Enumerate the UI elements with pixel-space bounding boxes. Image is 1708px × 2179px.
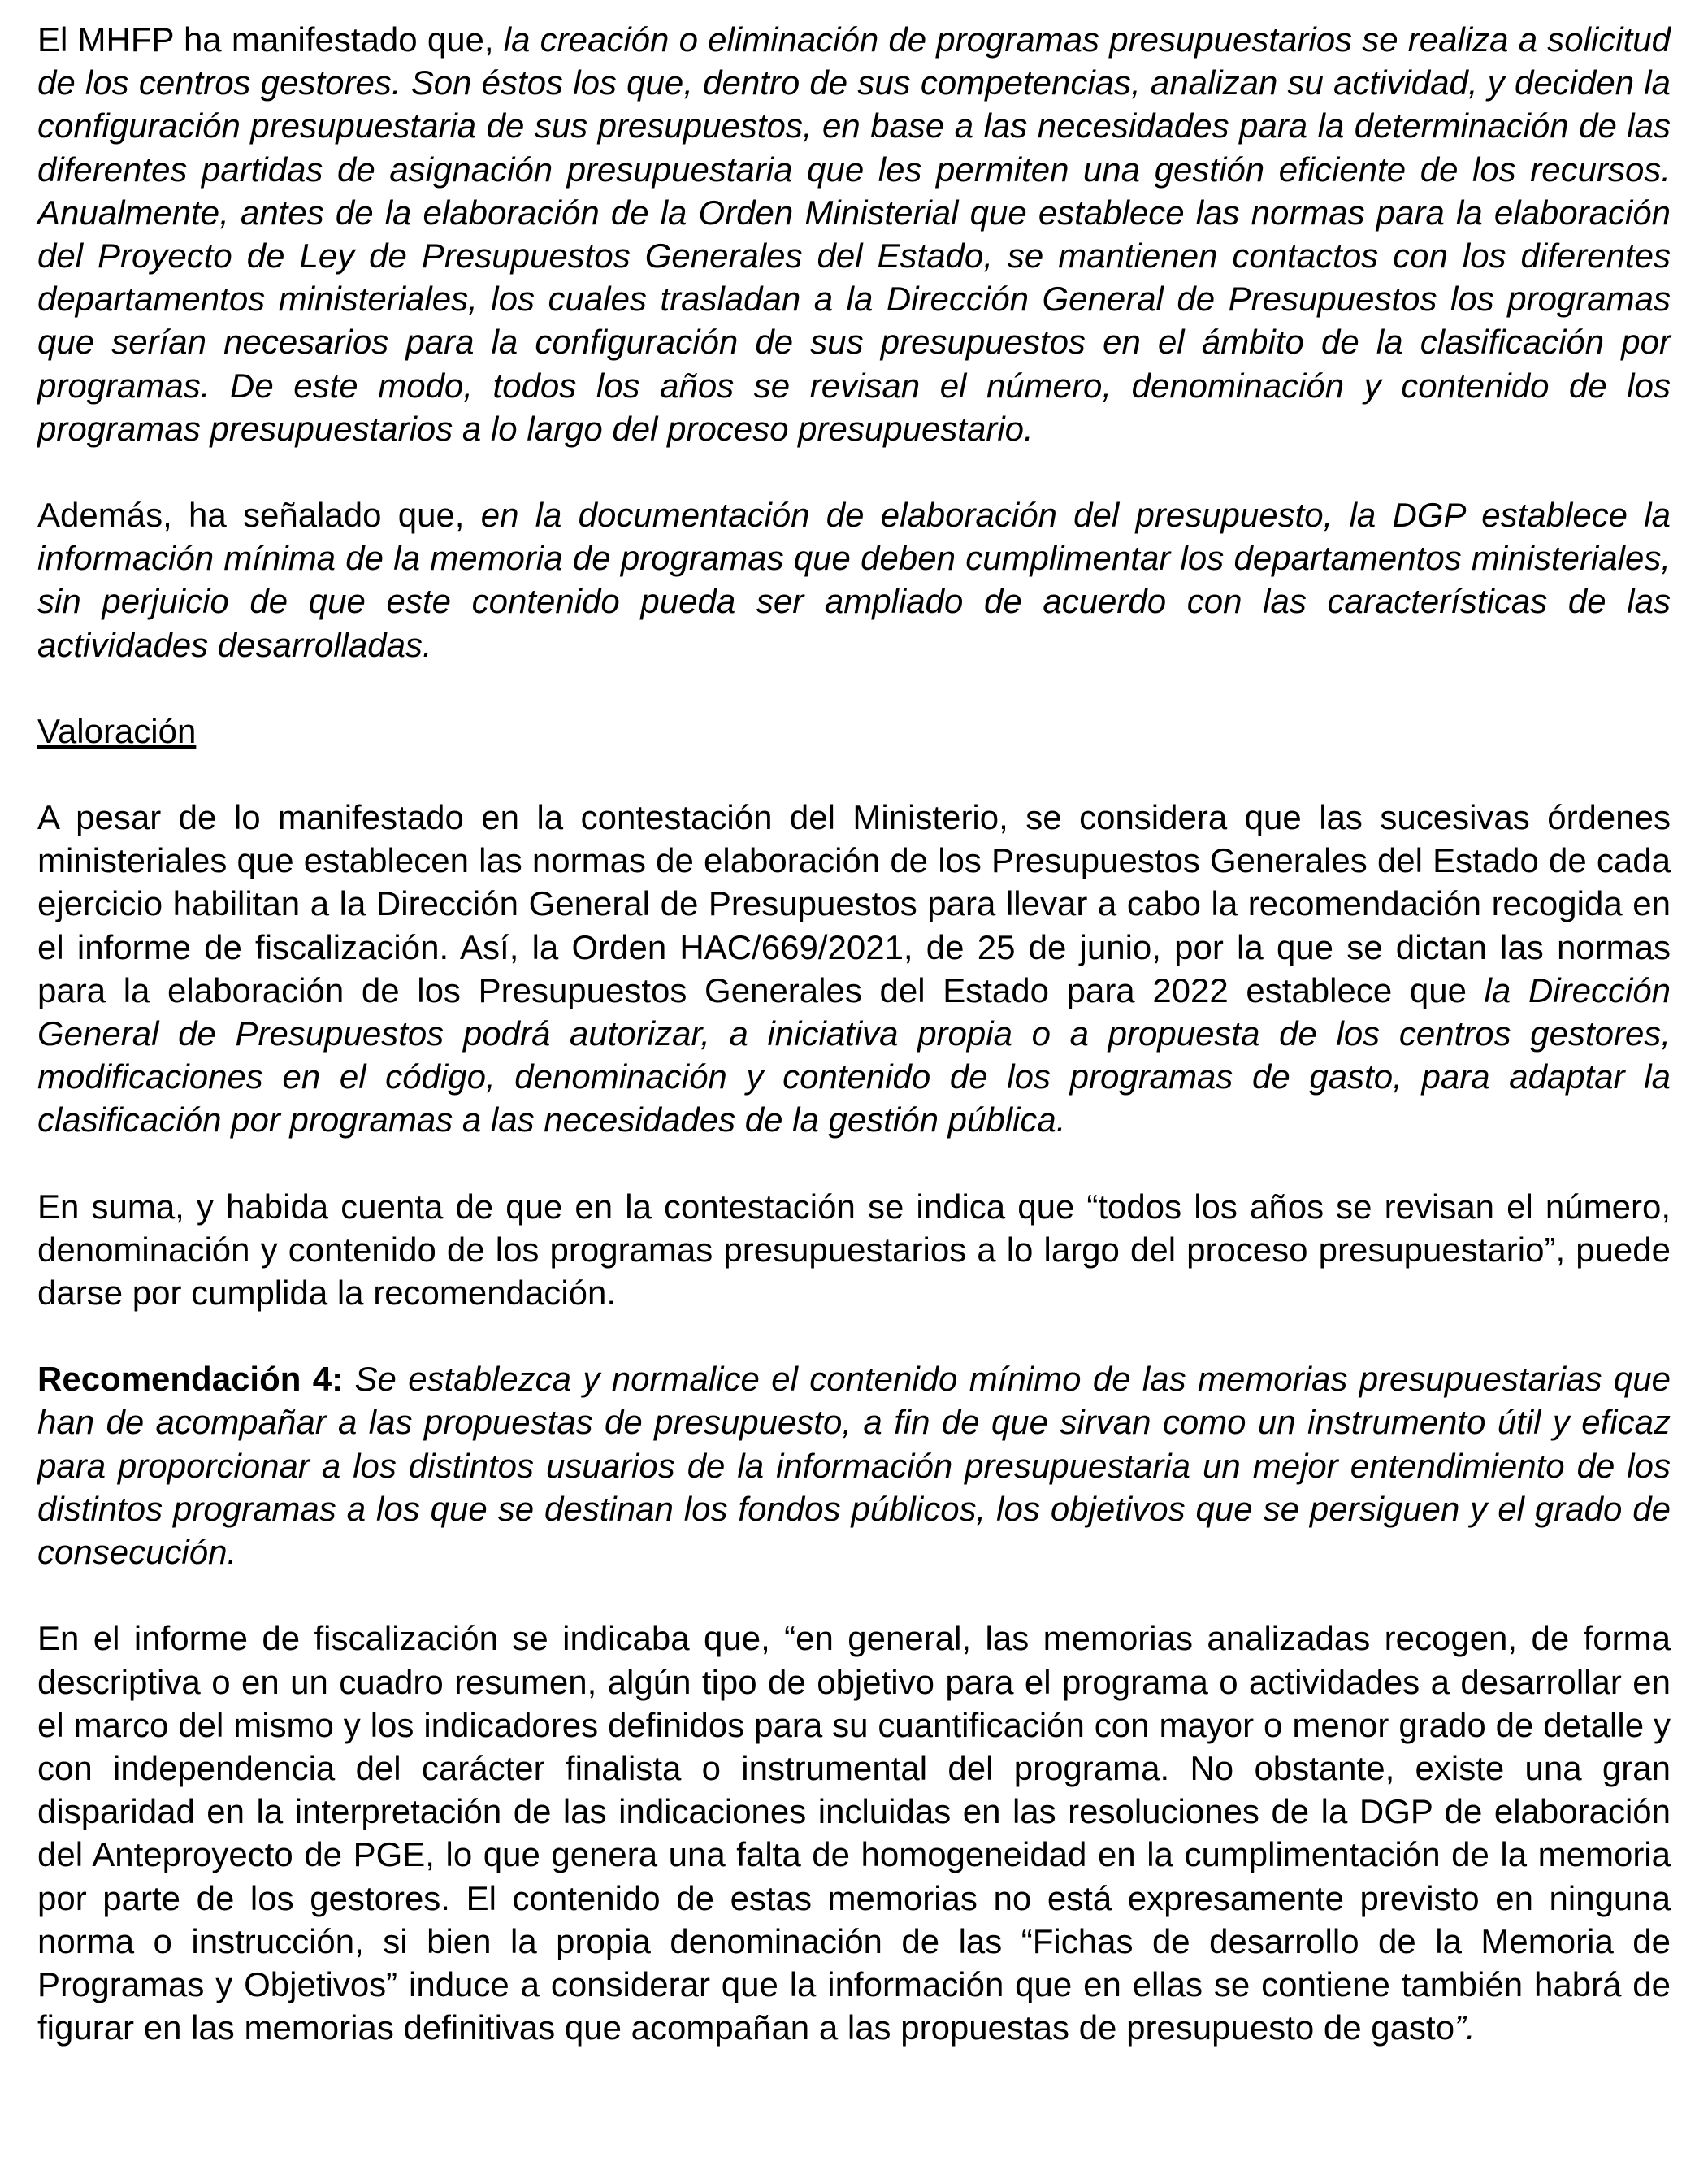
quoted-ministry-response: en la documentación de elaboración del presupuesto, la DGP establece la información mínima de la memoria de programas que deben cumplimentar los departamentos ministeriales, sin perjuicio de que este contenido pueda ser ampliado de acuerdo con las características de las actividades desarrolladas.	[37, 496, 1671, 664]
quoted-ministry-response: la creación o eliminación de programas presupuestarios se realiza a solicitud de los centros gestores. Son éstos los que, dentro de sus competencias, analizan su actividad, y deciden la configuración presupuestaria de sus presupuestos, en base a las necesidades para la determinación de las diferentes partidas de asignación presupuestaria que les permiten una gestión eficiente de los recursos. Anualmente, antes de la elaboración de la Orden Ministerial que establece las normas para la elaboración del Proyecto de Ley de Presupuestos Generales del Estado, se mantienen contactos con los diferentes departamentos ministeriales, los cuales trasladan a la Dirección General de Presupuestos los programas que serían necesarios para la configuración de sus presupuestos en el ámbito de la clasificación por programas. De este modo, todos los años se revisan el número, denominación y contenido de los programas presupuestarios a lo largo del proceso presupuestario.	[37, 20, 1671, 448]
paragraph-conclusion: En suma, y habida cuenta de que en la contestación se indica que “todos los años se revisan el número, denominación y contenido de los programas presupuestarios a lo largo del proceso presupuestario”, puede darse por cumplida la recomendación.	[37, 1187, 1671, 1313]
paragraph-valoracion	[37, 796, 1671, 1142]
paragraph-lead-text: En el informe de fiscalización se indicaba que, “en general, las memorias analizadas recogen, de forma descriptiva o en un cuadro resumen, algún tipo de objetivo para el programa o actividades a desarrollar en el marco del mismo y los indicadores definidos para su cuantificación con mayor o menor grado de detalle y con independencia del carácter finalista o instrumental del programa. No obstante, existe una gran disparidad en la interpretación de las indicaciones incluidas en las resoluciones de la DGP de elaboración del Anteproyecto de PGE, lo que genera una falta de homogeneidad en la cumplimentación de la memoria por parte de los gestores. El contenido de estas memorias no está expresamente previsto en ninguna norma o instrucción, si bien la propia denominación de las “Fichas de desarrollo de la Memoria de Programas y Objetivos” induce a considerar que la información que en ellas se contiene también habrá de figurar en las memorias definitivas que acompañan a las propuestas de presupuesto de gasto	[37, 1619, 1671, 2047]
recommendation-text: Se establezca y normalice el contenido mínimo de las memorias presupuestarias que han de acompañar a las propuestas de presupuesto, a fin de que sirvan como un instrumento útil y eficaz para proporcionar a los distintos usuarios de la información presupuestaria un mejor entendimiento de los distintos programas a los que se destinan los fondos públicos, los objetivos que se persiguen y el grado de consecución.	[37, 1360, 1671, 1572]
paragraph-lead-text: A pesar de lo manifestado en la contestación del Ministerio, se considera que las sucesivas órdenes ministeriales que establecen las normas de elaboración de los Presupuestos Generales del Estado de cada ejercicio habilitan a la Dirección General de Presupuestos para llevar a cabo la recomendación recogida en el informe de fiscalización. Así, la Orden HAC/669/2021, de 25 de junio, por la que se dictan las normas para la elaboración de los Presupuestos Generales del Estado para 2022 establece que	[37, 798, 1671, 1009]
recommendation-label: Recomendación 4:	[37, 1360, 344, 1399]
quote-closing-mark: ”.	[1454, 2008, 1476, 2047]
document-page	[37, 18, 1671, 2049]
paragraph-recommendation-4	[37, 1357, 1671, 1573]
section-heading-valoracion: Valoración	[37, 711, 197, 750]
paragraph-lead-text: El MHFP ha manifestado que,	[37, 20, 504, 59]
paragraph-dgp-information	[37, 493, 1671, 666]
paragraph-mhfp-statement	[37, 18, 1671, 450]
quoted-order-text: la Dirección General de Presupuestos podrá autorizar, a iniciativa propia o a propuesta de los centros gestores, modificaciones en el código, denominación y contenido de los programas de gasto, para adaptar la clasificación por programas a las necesidades de la gestión pública.	[37, 970, 1671, 1139]
paragraph-audit-report	[37, 1617, 1671, 2049]
paragraph-lead-text: Además, ha señalado que,	[37, 496, 481, 535]
